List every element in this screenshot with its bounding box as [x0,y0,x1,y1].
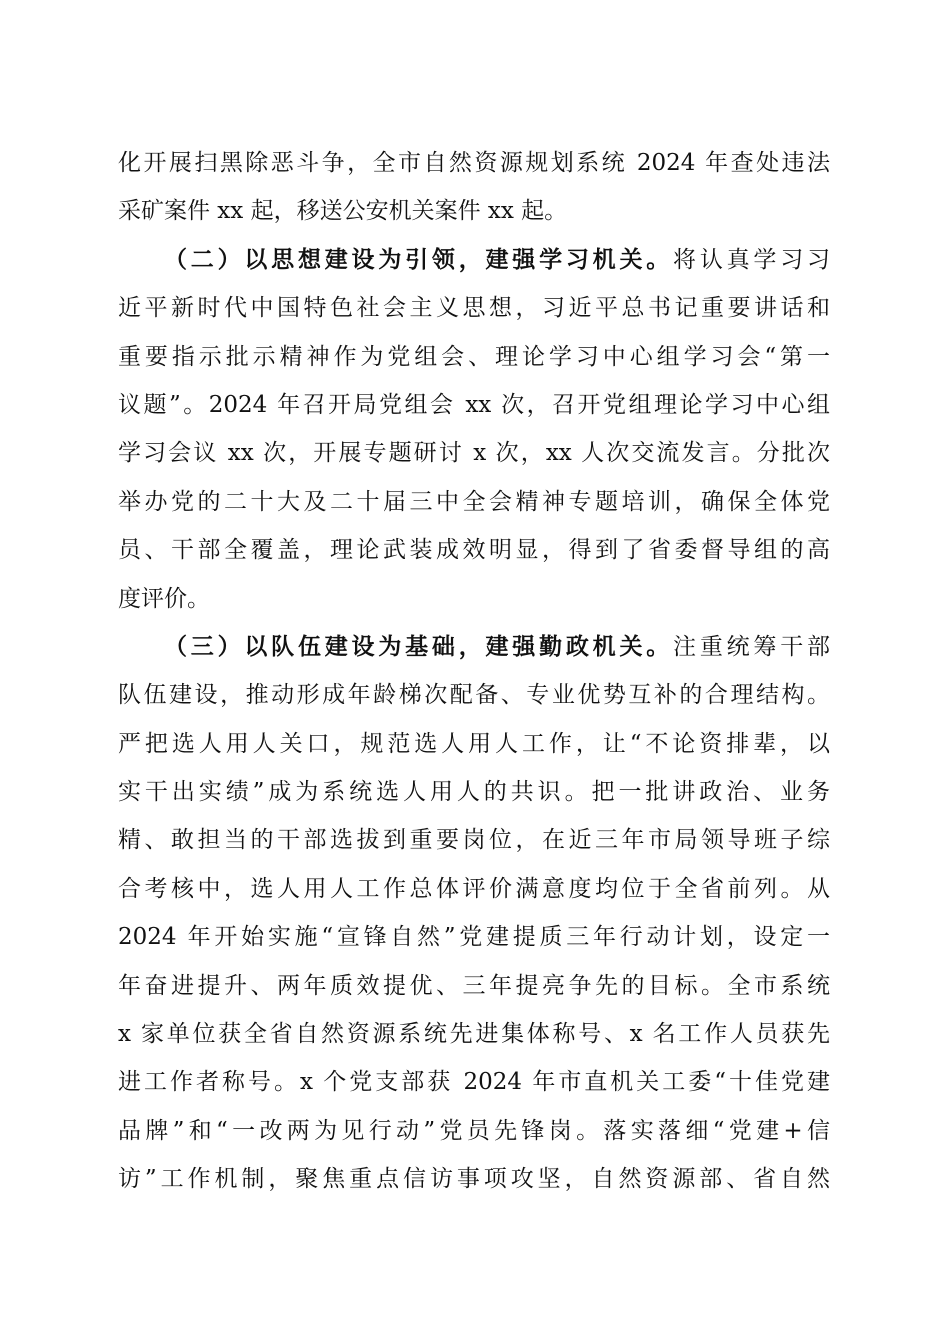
section-heading-line [118,236,830,284]
line-text: 队伍建设，推动形成年龄梯次配备、专业优势互补的合理结构。 [118,682,830,709]
line-text: 重要指示批示精神作为党组会、理论学习中心组学习会“第一 [118,343,830,370]
line-text: 访”工作机制，聚焦重点信访事项攻坚，自然资源部、省自然 [118,1166,830,1193]
paragraph-line [118,139,830,187]
paragraph-line [118,1058,830,1106]
line-text: 举办党的二十大及二十届三中全会精神专题培训，确保全体党 [118,488,830,515]
paragraph-line [118,575,830,623]
line-text: 将认真学习习 [673,246,831,273]
paragraph-line [118,381,830,429]
paragraph-line [118,1155,830,1203]
paragraph-line [118,526,830,574]
section-heading: （二）以思想建设为引领，建强学习机关。 [164,245,674,273]
line-text: 实干出实绩”成为系统选人用人的共识。把一批讲政治、业务 [118,779,830,806]
line-text: x 家单位获全省自然资源系统先进集体称号、x 名工作人员获先 [118,1021,830,1048]
line-text: 议题”。2024 年召开局党组会 xx 次，召开党组理论学习中心组 [118,391,830,418]
paragraph-line [118,962,830,1010]
line-text: 进工作者称号。x 个党支部获 2024 年市直机关工委“十佳党建 [118,1069,830,1096]
paragraph-line [118,913,830,961]
line-text: 品牌”和“一改两为见行动”党员先锋岗。落实落细“党建+信 [118,1117,830,1144]
line-text: 采矿案件 xx 起，移送公安机关案件 xx 起。 [118,198,568,225]
line-text: 学习会议 xx 次，开展专题研讨 x 次，xx 人次交流发言。分批次 [118,440,830,467]
line-text: 员、干部全覆盖，理论武装成效明显，得到了省委督导组的高 [118,537,830,564]
line-text: 化开展扫黑除恶斗争，全市自然资源规划系统 2024 年查处违法 [118,150,830,176]
line-text: 年奋进提升、两年质效提优、三年提亮争先的目标。全市系统 [118,972,830,999]
section-heading-line [118,623,830,671]
paragraph-line [118,478,830,526]
paragraph-line [118,284,830,332]
paragraph-line [118,333,830,381]
line-text: 合考核中，选人用人工作总体评价满意度均位于全省前列。从 [118,875,830,902]
paragraph-line [118,671,830,719]
paragraph-line [118,720,830,768]
line-text: 严把选人用人关口，规范选人用人工作，让“不论资排辈，以 [118,730,830,757]
line-text: 2024 年开始实施“宣锋自然”党建提质三年行动计划，设定一 [118,924,830,951]
line-text: 精、敢担当的干部选拔到重要岗位，在近三年市局领导班子综 [118,827,830,854]
paragraph-line [118,429,830,477]
document-body [118,139,830,1204]
line-text: 度评价。 [118,585,210,612]
line-text: 近平新时代中国特色社会主义思想，习近平总书记重要讲话和 [118,295,830,322]
paragraph-line [118,865,830,913]
paragraph-line [118,768,830,816]
paragraph-line [118,1010,830,1058]
line-text: 注重统筹干部 [673,633,831,660]
paragraph-line [118,816,830,864]
paragraph-line [118,187,830,235]
paragraph-line [118,1107,830,1155]
section-heading: （三）以队伍建设为基础，建强勤政机关。 [164,632,674,660]
